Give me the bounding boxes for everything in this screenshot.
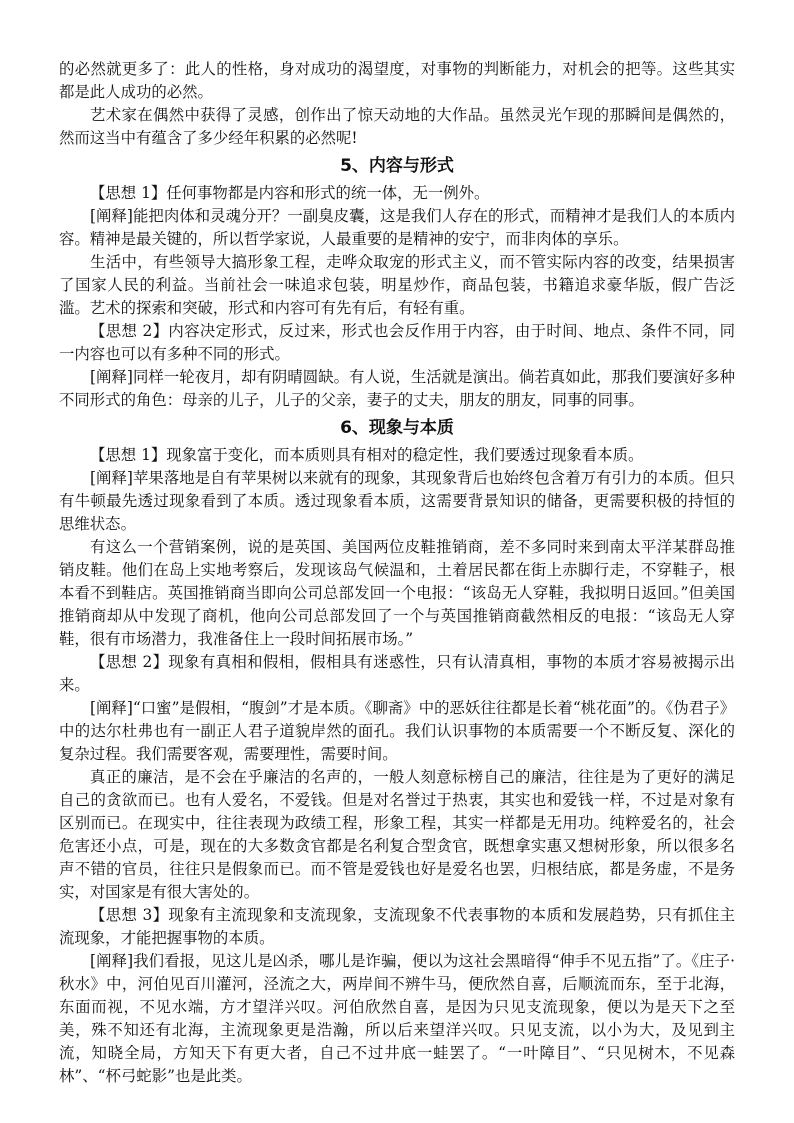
section-6-idea-2: 【思想 2】现象有真相和假相，假相具有迷惑性，只有认清真相，事物的本质才容易被揭示出来。	[59, 653, 735, 694]
section-6-explanation-1: [阐释]苹果落地是自有苹果树以来就有的现象，其现象背后也始终包含着万有引力的本质。但只有牛顿最先透过现象看到了本质。透过现象看本质，这需要背景知识的储备，更需要积极的持恒的思维状态。	[59, 469, 735, 533]
section-6-idea-1: 【思想 1】现象富于变化，而本质则具有相对的稳定性，我们要透过现象看本质。	[90, 446, 644, 464]
section-6-explanation-2: [阐释]“口蜜”是假相，“腹剑”才是本质。《聊斋》中的恶妖往往都是长着“桃花面”的。《伪君子》中的达尔杜弗也有一副正人君子道貌岸然的面孔。我们认识事物的本质需要一个不断反复、深化的复杂过程。我们需要客观，需要理性，需要时间。	[59, 699, 735, 763]
section-6-explanation-3: [阐释]我们看报，见这儿是凶杀，哪儿是诈骗，便以为这社会黑暗得“伸手不见五指”了。《庄子·秋水》中，河伯见百川灌河，泾流之大，两岸间不辨牛马，便欣然自喜，后顺流而东，至于北海，东面而视，不见水端，方才望洋兴叹。河伯欣然自喜，是因为只见支流现象，便以为是天下之至美，殊不知还有北海，主流现象更是浩瀚，所以后来望洋兴叹。只见支流，以小为大，及见到主流，知晓全局，方知天下有更大者，自己不过井底一蛙罢了。“一叶障目”、“只见树木，不见森林”、“杯弓蛇影”也是此类。	[59, 952, 735, 1085]
section-6-heading: 6、现象与本质	[340, 418, 454, 438]
section-6-marketing-case: 有这么一个营销案例，说的是英国、美国两位皮鞋推销商，差不多同时来到南太平洋某群岛推销皮鞋。他们在岛上实地考察后，发现该岛气候温和，土着居民都在街上赤脚行走，不穿鞋子，根本看不到鞋店。英国推销商当即向公司总部发回一个电报：“该岛无人穿鞋，我拟明日返回。”但美国推销商却从中发现了商机，他向公司总部发回了一个与英国推销商截然相反的电报：“该岛无人穿鞋，很有市场潜力，我准备住上一段时间拓展市场。”	[59, 538, 735, 648]
section-5-paragraph-3: 生活中，有些领导大搞形象工程，走哗众取宠的形式主义，而不管实际内容的改变，结果损害了国家人民的利益。当前社会一味追求包装，明星炒作，商品包装，书籍追求豪华版，假广告泛滥。艺术的探索和突破，形式和内容可有先有后，有轻有重。	[59, 253, 735, 317]
section-5-idea-2: 【思想 2】内容决定形式，反过来，形式也会反作用于内容，由于时间、地点、条件不同，同一内容也可以有多种不同的形式。	[59, 322, 735, 363]
section-6-integrity: 真正的廉洁，是不会在乎廉洁的名声的，一般人刻意标榜自己的廉洁，往往是为了更好的满足自己的贪欲而已。也有人爱名，不爱钱。但是对名誉过于热衷，其实也和爱钱一样，不过是对象有区别而已。在现实中，往往表现为政绩工程，形象工程，其实一样都是无用功。纯粹爱名的，社会危害还小点，可是，现在的大多数贪官都是名利复合型贪官，既想拿实惠又想树形象，所以很多名声不错的官员，往往只是假象而已。而不管是爱钱也好是爱名也罢，归根结底，都是务虚，不是务实，对国家是有很大害处的。	[59, 768, 735, 901]
section-5-explanation-2: [阐释]同样一轮夜月，却有阴晴圆缺。有人说，生活就是演出。倘若真如此，那我们要演好多种不同形式的角色：母亲的儿子，儿子的父亲，妻子的丈夫，朋友的朋友，同事的同事。	[59, 368, 735, 409]
section-5-idea-1: 【思想 1】任何事物都是内容和形式的统一体，无一例外。	[90, 184, 490, 202]
paragraph-continuation: 的必然就更多了：此人的性格，身对成功的渴望度，对事物的判断能力，对机会的把等。这些其实都是此人成功的必然。	[59, 60, 735, 101]
section-5-heading: 5、内容与形式	[340, 156, 454, 176]
document-page	[59, 58, 735, 1088]
paragraph-artist: 艺术家在偶然中获得了灵感，创作出了惊天动地的大作品。虽然灵光乍现的那瞬间是偶然的，然而这当中有蕴含了多少经年积累的必然呢!	[59, 106, 735, 147]
section-6-idea-3: 【思想 3】现象有主流现象和支流现象，支流现象不代表事物的本质和发展趋势，只有抓住主流现象，才能把握事物的本质。	[59, 906, 735, 947]
section-5-explanation-1: [阐释]能把肉体和灵魂分开？一副臭皮囊，这是我们人存在的形式，而精神才是我们人的本质内容。精神是最关键的，所以哲学家说，人最重要的是精神的安宁，而非肉体的享乐。	[59, 207, 735, 248]
